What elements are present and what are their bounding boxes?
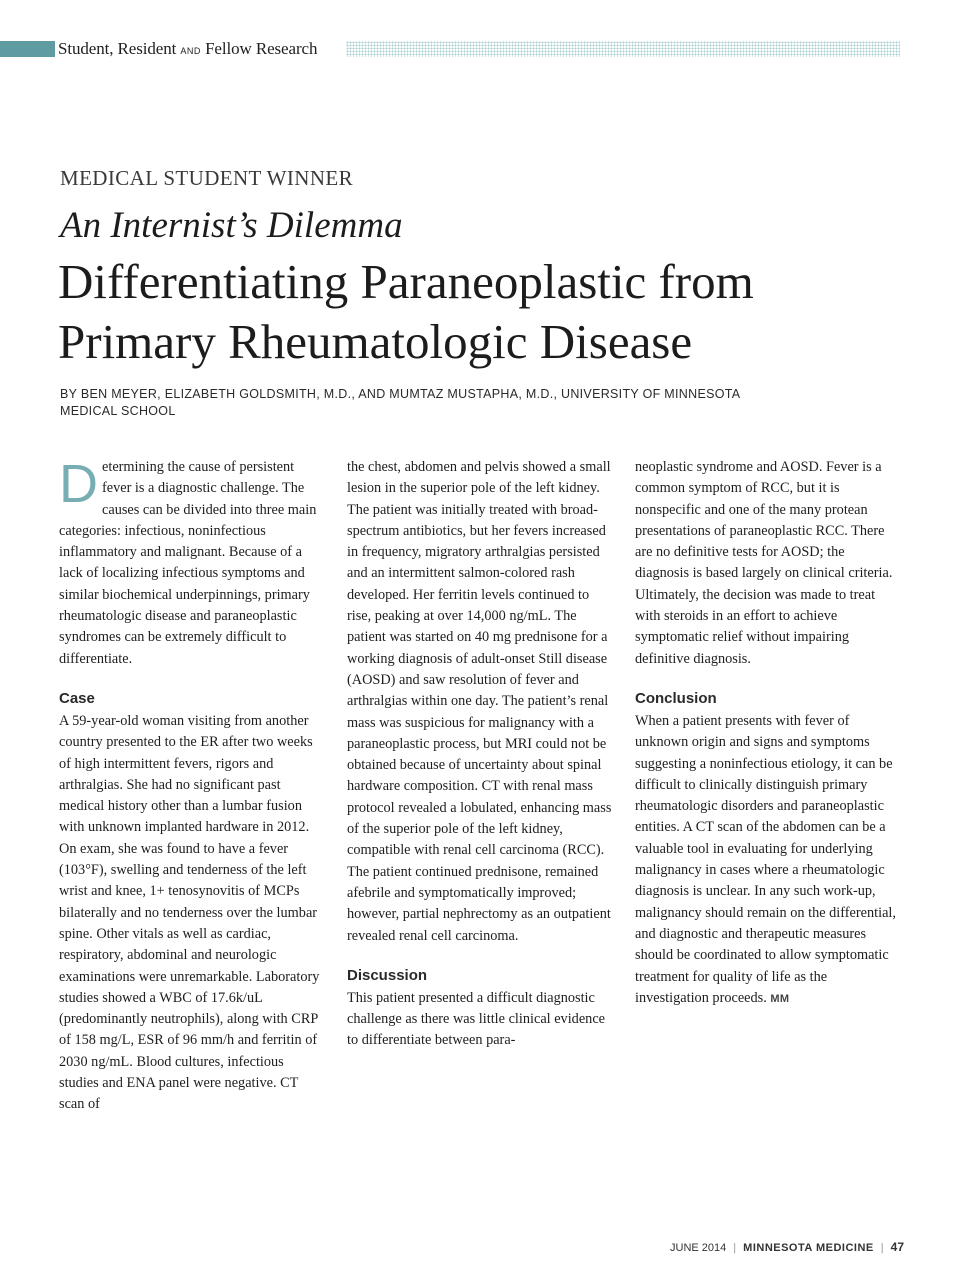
column-2 (347, 457, 613, 1052)
article-kicker: MEDICAL STUDENT WINNER (60, 166, 354, 190)
section-label-part1: Student, Resident (58, 39, 177, 58)
page-footer (670, 1240, 904, 1254)
discussion-heading: Discussion (347, 966, 428, 984)
section-label (58, 38, 317, 62)
discussion-paragraph-part2: neoplastic syndrome and AOSD. Fever is a common symptom of RCC, but it is nonspecific and one of the many protean presentations of paraneoplastic RCC. There are no definitive tests for AOSD; the diagnosis is based largely on clinical criteria. Ultimately, the decision was made to treat with steroids in an effort to achieve symptomatic relief without impairing definitive diagnosis. (635, 459, 893, 667)
case-heading: Case (59, 689, 95, 707)
intro-paragraph (59, 454, 325, 670)
conclusion-paragraph (635, 711, 901, 1010)
case-paragraph-part1: A 59-year-old woman visiting from another country presented to the ER after two weeks of high intermittent fevers, rigors and arthralgias. She had no significant past medical history other than a lumbar fusion with unknown implanted hardware in 2012. On exam, she was found to have a fever (103°F), swelling and tenderness of the left wrist and knee, 1+ tenosynovitis of MCPs bilaterally and no tenderness over the lumbar spine. Other vitals as well as cardiac, respiratory, abdominal and neurologic examinations were unremarkable. Laboratory studies showed a WBC of 17.6k/uL (predominantly neutrophils), along with CRP of 158 mg/L, ESR of 96 mm/h and ferritin of 2030 ng/mL. Blood cultures, infectious studies and ENA panel were negative. CT scan of (59, 712, 320, 1113)
intro-text: etermining the cause of persistent fever is a diagnostic challenge. The causes can be divided into three main categories: infectious, noninfectious inflammatory and malignant. Because of a lack of localizing infectious symptoms and similar biochemical underpinnings, primary rheumatologic disease and paraneoplastic syndromes can be extremely difficult to differentiate. (59, 459, 317, 667)
header-color-block (0, 41, 55, 57)
page-number: 47 (890, 1240, 904, 1254)
drop-cap: D (59, 454, 98, 514)
footer-date: JUNE 2014 (670, 1242, 727, 1254)
section-label-and: AND (180, 46, 201, 56)
footer-separator-2: | (880, 1242, 884, 1254)
end-mark: MM (770, 992, 790, 1005)
article-title: Differentiating Paraneoplastic from Primary Rheumatologic Disease (58, 254, 754, 369)
conclusion-heading: Conclusion (635, 689, 717, 707)
footer-separator-1: | (733, 1242, 737, 1254)
column-1 (59, 454, 325, 1116)
column-3 (635, 457, 901, 1010)
article-byline: BY BEN MEYER, ELIZABETH GOLDSMITH, M.D., AND MUMTAZ MUSTAPHA, M.D., UNIVERSITY OF MINNESOTA MEDICAL SCHOOL (60, 387, 740, 418)
conclusion-text: When a patient presents with fever of unknown origin and signs and symptoms suggesting a noninfectious etiology, it can be difficult to clinically distinguish primary rheumatologic disorders and paraneoplastic entities. A CT scan of the abdomen can be a valuable tool in evaluating for underlying malignancy in cases where a rheumatologic diagnosis is unclear. In any such work-up, malignancy should remain on the differential, and diagnostic and therapeutic measures should be coordinated to allow symptomatic treatment for quality of life as the investigation proceeds. (635, 712, 896, 1006)
case-paragraph-part2: the chest, abdomen and pelvis showed a small lesion in the superior pole of the left kidney. The patient was initially treated with broad-spectrum antibiotics, but her fevers increased in frequency, migratory arthralgias persisted and an intermittent salmon-colored rash developed. Her ferritin levels continued to rise, peaking at over 14,000 ng/mL. The patient was started on 40 mg prednisone for a working diagnosis of adult-onset Still disease (AOSD) and saw resolution of fever and arthralgias within one day. The patient’s renal mass was suspicious for malignancy with a paraneoplastic process, but MRI could not be obtained because of uncertainty about spinal hardware composition. CT with renal mass protocol revealed a lobulated, enhancing mass of the superior pole of the left kidney, compatible with renal cell carcinoma (RCC). The patient continued prednisone, remained afebrile and symptomatically improved; however, partial nephrectomy as an outpatient revealed renal cell carcinoma. (347, 459, 612, 944)
section-label-part2: Fellow Research (205, 39, 318, 58)
discussion-paragraph-part1: This patient presented a difficult diagnostic challenge as there was little clinical evidence to differentiate between para- (347, 989, 606, 1049)
section-header (0, 36, 900, 62)
header-dot-pattern (346, 41, 900, 57)
footer-journal-name: MINNESOTA MEDICINE (743, 1242, 874, 1254)
article-subtitle: An Internist’s Dilemma (60, 205, 403, 246)
